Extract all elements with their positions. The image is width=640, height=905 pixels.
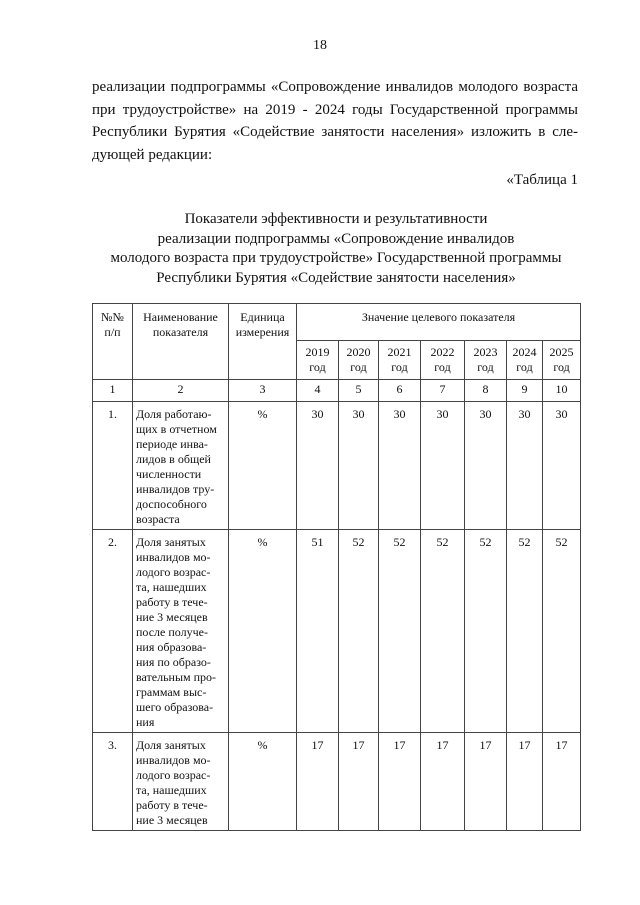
table-title (80, 210, 592, 288)
table-row (93, 402, 581, 530)
column-number: 9 (507, 380, 543, 402)
table-label: «Таблица 1 (506, 172, 578, 188)
value-cell: 52 (379, 530, 421, 733)
indicator-name: Доля занятых инвалидов мо- лодого возрас- та, нашедших работу в тече- ние 3 месяцев (133, 733, 229, 831)
header-num-line: №№ (101, 310, 124, 324)
column-number: 6 (379, 380, 421, 402)
indicators-table (92, 303, 581, 831)
header-unit-line: измерения (235, 325, 290, 339)
page-number: 18 (313, 38, 327, 53)
value-cell: 17 (379, 733, 421, 831)
header-num-line: п/п (104, 325, 121, 339)
header-name-line: показателя (152, 325, 209, 339)
value-cell: 52 (421, 530, 465, 733)
value-cell: 52 (507, 530, 543, 733)
row-number: 1. (93, 402, 133, 530)
column-number: 3 (229, 380, 297, 402)
row-number: 3. (93, 733, 133, 831)
row-number: 2. (93, 530, 133, 733)
value-cell: 30 (465, 402, 507, 530)
header-target: Значение целевого показателя (297, 304, 581, 341)
year-header: 2023 год (465, 341, 507, 380)
year-header: 2021 год (379, 341, 421, 380)
table-row (93, 733, 581, 831)
column-number: 4 (297, 380, 339, 402)
header-unit-line: Единица (240, 310, 285, 324)
table-title-line: Республики Бурятия «Содействие занятости населения» (156, 269, 516, 286)
unit-cell: % (229, 402, 297, 530)
unit-cell: % (229, 530, 297, 733)
value-cell: 30 (543, 402, 581, 530)
header-num (93, 304, 133, 380)
value-cell: 17 (297, 733, 339, 831)
intro-line: дующей редакции: (92, 146, 213, 163)
value-cell: 52 (465, 530, 507, 733)
column-number: 7 (421, 380, 465, 402)
column-number-row (93, 380, 581, 402)
value-cell: 52 (543, 530, 581, 733)
table-title-line: Показатели эффективности и результативности (184, 211, 488, 227)
column-number: 10 (543, 380, 581, 402)
indicator-name: Доля занятых инвалидов мо- лодого возрас- та, нашедших работу в тече- ние 3 месяцев после получе- ния образова- ния по образо- вательным про- граммам выс- шего образова- ния (133, 530, 229, 733)
year-header: 2024 год (507, 341, 543, 380)
value-cell: 30 (421, 402, 465, 530)
value-cell: 30 (339, 402, 379, 530)
year-header: 2019 год (297, 341, 339, 380)
column-number: 5 (339, 380, 379, 402)
value-cell: 17 (543, 733, 581, 831)
table-row (93, 530, 581, 733)
table-title-line: реализации подпрограммы «Сопровождение инвалидов (157, 230, 515, 247)
value-cell: 51 (297, 530, 339, 733)
intro-paragraph (92, 76, 578, 166)
intro-line: при трудоустройстве» на 2019 - 2024 годы Государственной программы (92, 101, 578, 118)
value-cell: 30 (379, 402, 421, 530)
unit-cell: % (229, 733, 297, 831)
header-name (133, 304, 229, 380)
intro-line: реализации подпрограммы «Сопровождение инвалидов молодого возраста (92, 79, 578, 95)
year-header: 2020 год (339, 341, 379, 380)
year-header: 2022 год (421, 341, 465, 380)
column-number: 1 (93, 380, 133, 402)
value-cell: 17 (421, 733, 465, 831)
value-cell: 30 (297, 402, 339, 530)
value-cell: 17 (465, 733, 507, 831)
column-number: 2 (133, 380, 229, 402)
intro-line: Республики Бурятия «Содействие занятости населения» изложить в сле- (92, 124, 578, 140)
indicator-name: Доля работаю- щих в отчетном периоде инва- лидов в общей численности инвалидов тру- доспособного возраста (133, 402, 229, 530)
column-number: 8 (465, 380, 507, 402)
table-title-line: молодого возраста при трудоустройстве» Государственной программы (110, 250, 562, 266)
header-name-line: Наименование (143, 310, 218, 324)
header-unit (229, 304, 297, 380)
year-header: 2025 год (543, 341, 581, 380)
value-cell: 52 (339, 530, 379, 733)
value-cell: 17 (339, 733, 379, 831)
value-cell: 30 (507, 402, 543, 530)
header-row (93, 304, 581, 341)
value-cell: 17 (507, 733, 543, 831)
